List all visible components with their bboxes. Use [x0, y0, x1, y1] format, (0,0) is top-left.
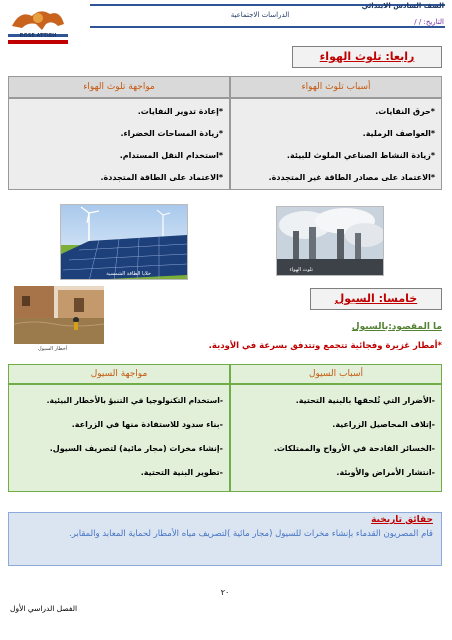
- logo-emblem-icon: [6, 4, 70, 46]
- list-item: *زيادة المساحات الخضراء.: [120, 129, 223, 138]
- list-item: -الأضرار التي تُلحقها بالبنية التحتية.: [295, 396, 435, 405]
- list-item: *زيادة النشاط الصناعي الملوث للبيئة.: [286, 151, 435, 160]
- definition-text: *أمطار غزيرة وفجائية تتجمع وتتدفق بسرعة في الأودية.: [208, 341, 442, 351]
- air-causes-cell: [230, 98, 442, 190]
- facts-box: [8, 512, 442, 566]
- flood-solutions-header: مواجهة السيول: [8, 364, 230, 384]
- facts-title: حقائق تاريخية: [371, 515, 433, 525]
- date-label: التاريخ: / /: [414, 18, 444, 26]
- pollution-image-caption: تلوث الهواء: [289, 267, 313, 273]
- factory-smoke-icon: [276, 207, 383, 276]
- air-causes-header: أسباب تلوث الهواء: [230, 76, 442, 98]
- list-item: -الخسائر الفادحة في الأرواح والممتلكات.: [273, 444, 435, 453]
- list-item: -انتشار الأمراض والأوبئة.: [336, 468, 435, 477]
- flood-causes-cell: [230, 384, 442, 492]
- list-item: *الاعتماد على مصادر الطاقة غير المتجددة.: [268, 173, 435, 182]
- list-item: -تطوير البنية التحتية.: [140, 468, 223, 477]
- flood-image-caption: أخطار السيول: [38, 346, 68, 352]
- list-item: *إعادة تدوير النفايات.: [137, 107, 223, 116]
- footer-term: الفصل الدراسي الأول: [10, 604, 78, 613]
- definition-label: ما المقصود:بالسيول: [351, 322, 442, 332]
- subject-label: الدراسات الاجتماعية: [230, 11, 290, 19]
- list-item: -استخدام التكنولوجيا في التنبؤ بالأخطار البيئية.: [46, 396, 223, 405]
- flood-image: [14, 286, 104, 344]
- flood-street-icon: [14, 286, 104, 344]
- school-logo: [6, 4, 70, 46]
- section5-title: خامسا: السيول: [310, 288, 442, 310]
- list-item: -إتلاف المحاصيل الزراعية.: [332, 420, 435, 429]
- list-item: *حرق النفايات.: [375, 107, 435, 116]
- grade-label: الصف السادس الابتدائي: [361, 2, 444, 10]
- solar-image-caption: خلايا الطاقة الشمسية: [106, 271, 151, 277]
- solar-wind-icon: [60, 205, 187, 280]
- page-number: ٢٠: [220, 588, 230, 597]
- air-solutions-header: مواجهة تلوث الهواء: [8, 76, 230, 98]
- air-solutions-cell: [8, 98, 230, 190]
- logo-school-name: ROSE ATTIEH: [19, 33, 57, 39]
- list-item: *استخدام النقل المستدام.: [119, 151, 223, 160]
- flood-causes-header: أسباب السيول: [230, 364, 442, 384]
- list-item: -بناء سدود للاستفادة منها في الزراعة.: [71, 420, 223, 429]
- solar-panels-image: [60, 204, 188, 280]
- list-item: *العواصف الرملية.: [362, 129, 435, 138]
- list-item: -إنشاء مخرات (مجار مائية) لتصريف السيول.: [49, 444, 223, 453]
- section4-title: رابعا: تلوث الهواء: [292, 46, 442, 68]
- list-item: *الاعتماد على الطاقة المتجددة.: [100, 173, 223, 182]
- air-pollution-image: [276, 206, 384, 276]
- facts-text: قام المصريون القدماء بإنشاء مخرات للسيول (مجار مائية )لتصريف مياه الأمطار لحماية المعابد والمقابر.: [69, 529, 433, 539]
- flood-solutions-cell: [8, 384, 230, 492]
